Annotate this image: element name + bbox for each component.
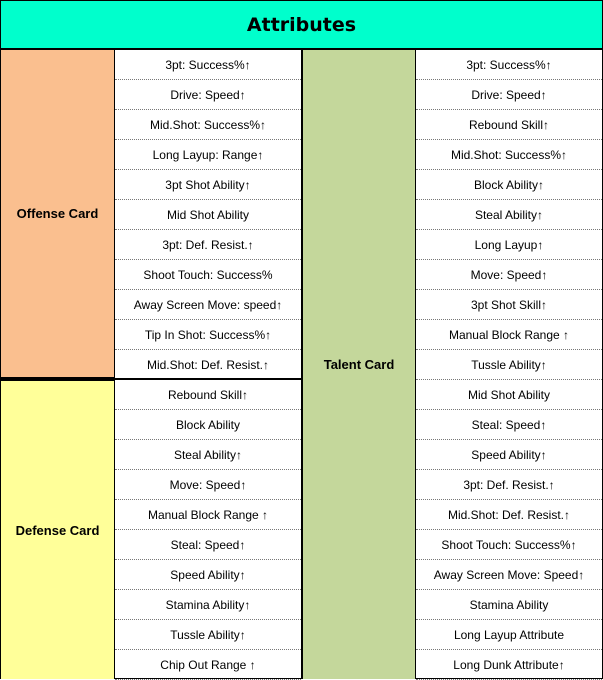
defense-attribute-item: Stamina Ability↑ [115,590,301,620]
talent-attribute-item: Away Screen Move: Speed↑ [416,560,602,590]
offense-attribute-item: Mid Shot Ability [115,200,301,230]
offense-attribute-item: Tip In Shot: Success%↑ [115,320,301,350]
talent-attribute-item: 3pt: Success%↑ [416,50,602,80]
offense-attribute-item: Away Screen Move: speed↑ [115,290,301,320]
talent-attribute-item: Speed Ability↑ [416,440,602,470]
talent-attribute-item: Long Layup↑ [416,230,602,260]
defense-attribute-item: Steal: Speed↑ [115,530,301,560]
talent-attribute-item: Drive: Speed↑ [416,80,602,110]
talent-attribute-item: Mid.Shot: Success%↑ [416,140,602,170]
offense-attribute-item: 3pt Shot Ability↑ [115,170,301,200]
defense-attributes-list [115,380,301,679]
defense-attribute-item: Tussle Ability↑ [115,620,301,650]
talent-attribute-item: 3pt: Def. Resist.↑ [416,470,602,500]
talent-attributes-list [416,50,602,679]
table-title: Attributes [1,1,602,50]
talent-attribute-item: Mid Shot Ability [416,380,602,410]
talent-attribute-item: Stamina Ability [416,590,602,620]
talent-attribute-item: Rebound Skill↑ [416,110,602,140]
defense-attribute-item: Manual Block Range ↑ [115,500,301,530]
talent-attribute-item: Steal Ability↑ [416,200,602,230]
talent-attribute-item: Mid.Shot: Def. Resist.↑ [416,500,602,530]
talent-attribute-item: Long Layup Attribute [416,620,602,650]
defense-attribute-item: Steal Ability↑ [115,440,301,470]
talent-attribute-item: 3pt Shot Skill↑ [416,290,602,320]
talent-card-label: Talent Card [302,50,416,679]
defense-card-label: Defense Card [1,380,115,679]
talent-attribute-item: Steal: Speed↑ [416,410,602,440]
offense-attribute-item: Long Layup: Range↑ [115,140,301,170]
talent-attribute-item: Block Ability↑ [416,170,602,200]
offense-attributes-list [115,50,301,378]
offense-card-label: Offense Card [1,50,115,378]
defense-attribute-item: Speed Ability↑ [115,560,301,590]
talent-attribute-item: Shoot Touch: Success%↑ [416,530,602,560]
talent-attribute-item: Long Dunk Attribute↑ [416,650,602,680]
offense-attribute-item: Mid.Shot: Success%↑ [115,110,301,140]
talent-attribute-item: Tussle Ability↑ [416,350,602,380]
offense-attribute-item: Drive: Speed↑ [115,80,301,110]
defense-attribute-item: Chip Out Range ↑ [115,650,301,680]
defense-attribute-item: Block Ability [115,410,301,440]
offense-attribute-item: Shoot Touch: Success% [115,260,301,290]
offense-attribute-item: 3pt: Def. Resist.↑ [115,230,301,260]
defense-attribute-item: Rebound Skill↑ [115,380,301,410]
offense-attribute-item: 3pt: Success%↑ [115,50,301,80]
talent-attribute-item: Move: Speed↑ [416,260,602,290]
offense-attribute-item: Mid.Shot: Def. Resist.↑ [115,350,301,380]
defense-attribute-item: Move: Speed↑ [115,470,301,500]
talent-attribute-item: Manual Block Range ↑ [416,320,602,350]
